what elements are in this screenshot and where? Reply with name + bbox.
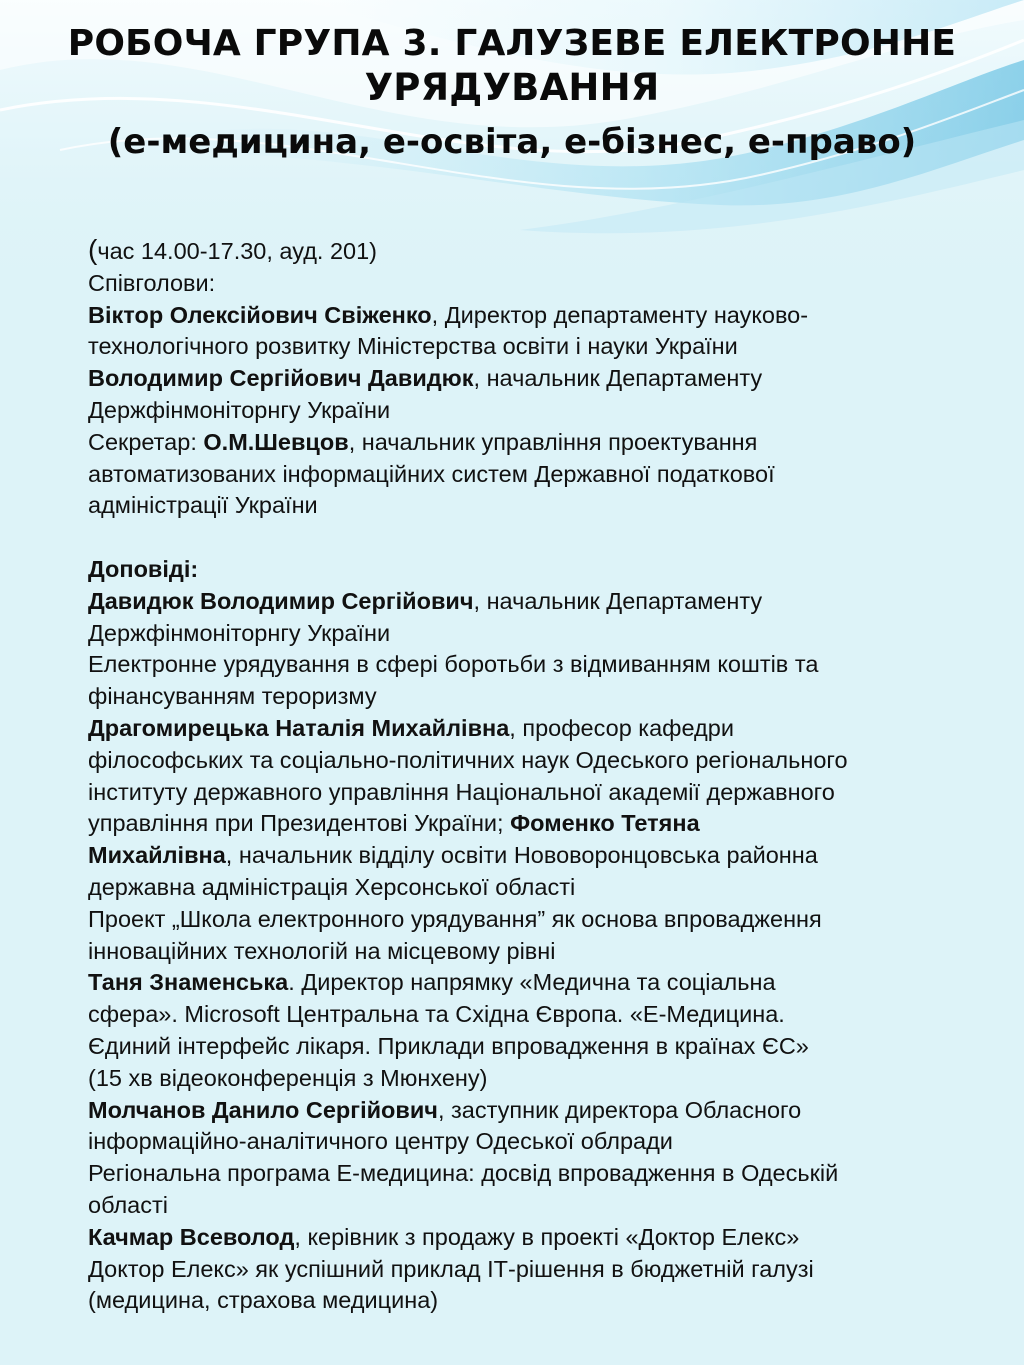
r4-role-a: , заступник директора Обласного bbox=[437, 1096, 802, 1123]
r3-line-1 bbox=[88, 967, 968, 999]
secretary-line-1 bbox=[88, 427, 968, 459]
r2-line-5 bbox=[88, 840, 968, 872]
subtitle: (е-медицина, е-освіта, е-бізнес, е-право) bbox=[107, 122, 917, 162]
cochairs-label: Співголови: bbox=[88, 269, 216, 296]
r2-topic-a: Проект „Школа електронного урядування” як основа впровадження bbox=[88, 905, 822, 932]
r1-topic-b: фінансуванням тероризму bbox=[88, 683, 377, 710]
open-paren: ( bbox=[88, 234, 98, 265]
chair2-name: Володимир Сергійович Давидюк bbox=[88, 365, 474, 392]
r2-name1: Драгомирецька Наталія Михайлівна bbox=[88, 714, 510, 741]
r4-name: Молчанов Данило Сергійович bbox=[88, 1096, 438, 1123]
secretary-role-c: адміністрації України bbox=[88, 492, 318, 519]
r2-role1-c: інституту державного управління Національної академії державного bbox=[88, 778, 835, 805]
r2-role2-b: державна адміністрація Херсонської області bbox=[88, 873, 576, 900]
r3-text-c: Єдиний інтерфейс лікаря. Приклади впровадження в країнах ЄС» bbox=[88, 1032, 809, 1059]
chair2-role-b: Держфінмоніторнгу України bbox=[88, 396, 391, 423]
r4-topic-b: області bbox=[88, 1191, 168, 1218]
spacer bbox=[88, 522, 968, 554]
r1-role-b: Держфінмоніторнгу України bbox=[88, 619, 391, 646]
r5-line-1 bbox=[88, 1222, 968, 1254]
r1-line-1 bbox=[88, 586, 968, 618]
r2-line-4 bbox=[88, 808, 968, 840]
r5-name: Качмар Всеволод bbox=[88, 1223, 295, 1250]
r2-role1-b: філософських та соціально-політичних наук Одеського регіонального bbox=[88, 746, 848, 773]
r1-topic-a: Електронне урядування в сфері боротьби з відмиванням коштів та bbox=[88, 651, 819, 678]
r2-name2-b: Михайлівна bbox=[88, 842, 226, 869]
secretary-role-b: автоматизованих інформаційних систем Державної податкової bbox=[88, 460, 775, 487]
title-block bbox=[40, 22, 984, 168]
chair2-line-1 bbox=[88, 363, 968, 395]
title-line-2: УРЯДУВАННЯ bbox=[364, 66, 660, 109]
r2-role2-a: , начальник відділу освіти Нововоронцовська районна bbox=[225, 842, 818, 869]
r2-topic-b: інноваційних технологій на місцевому рівні bbox=[88, 937, 556, 964]
r4-line-1 bbox=[88, 1095, 968, 1127]
r2-name2-a: Фоменко Тетяна bbox=[510, 810, 700, 837]
time-line bbox=[88, 234, 968, 268]
secretary-label: Секретар: bbox=[88, 428, 204, 455]
body-text bbox=[88, 234, 968, 1317]
chair2-role-a: , начальник Департаменту bbox=[473, 365, 763, 392]
r2-line-1 bbox=[88, 713, 968, 745]
title-line-1: РОБОЧА ГРУПА 3. ГАЛУЗЕВЕ ЕЛЕКТРОННЕ bbox=[67, 23, 957, 64]
r1-role-a: , начальник Департаменту bbox=[473, 587, 763, 614]
r3-text-a: . Директор напрямку «Медична та соціальна bbox=[288, 969, 776, 996]
r1-name: Давидюк Володимир Сергійович bbox=[88, 587, 474, 614]
chair1-name: Віктор Олексійович Свіженко bbox=[88, 301, 432, 328]
r2-role1-d: управління при Президентові України; bbox=[88, 810, 511, 837]
r2-role1-a: , професор кафедри bbox=[509, 714, 734, 741]
r4-topic-a: Регіональна програма Е-медицина: досвід впровадження в Одеській bbox=[88, 1160, 839, 1187]
reports-label: Доповіді: bbox=[88, 555, 199, 582]
r5-topic-b: (медицина, страхова медицина) bbox=[88, 1287, 439, 1314]
time-text: час 14.00-17.30, ауд. 201) bbox=[97, 238, 377, 264]
r5-role-a: , керівник з продажу в проекті «Доктор Елекс» bbox=[294, 1223, 800, 1250]
secretary-name: О.М.Шевцов bbox=[203, 428, 349, 455]
r3-text-b: сфера». Microsoft Центральна та Східна Європа. «Е-Медицина. bbox=[88, 1001, 785, 1028]
r3-name: Таня Знаменська bbox=[88, 969, 289, 996]
r5-topic-a: Доктор Елекс» як успішний приклад ІТ-рішення в бюджетній галузі bbox=[88, 1255, 814, 1282]
chair1-line-1 bbox=[88, 300, 968, 332]
chair1-role-b: технологічного розвитку Міністерства освіти і науки України bbox=[88, 333, 738, 360]
chair1-role-a: , Директор департаменту науково- bbox=[431, 301, 809, 328]
r3-text-d: (15 хв відеоконференція з Мюнхену) bbox=[88, 1064, 488, 1091]
r4-role-b: інформаційно-аналітичного центру Одеської облради bbox=[88, 1128, 673, 1155]
secretary-role-a: , начальник управління проектування bbox=[348, 428, 758, 455]
